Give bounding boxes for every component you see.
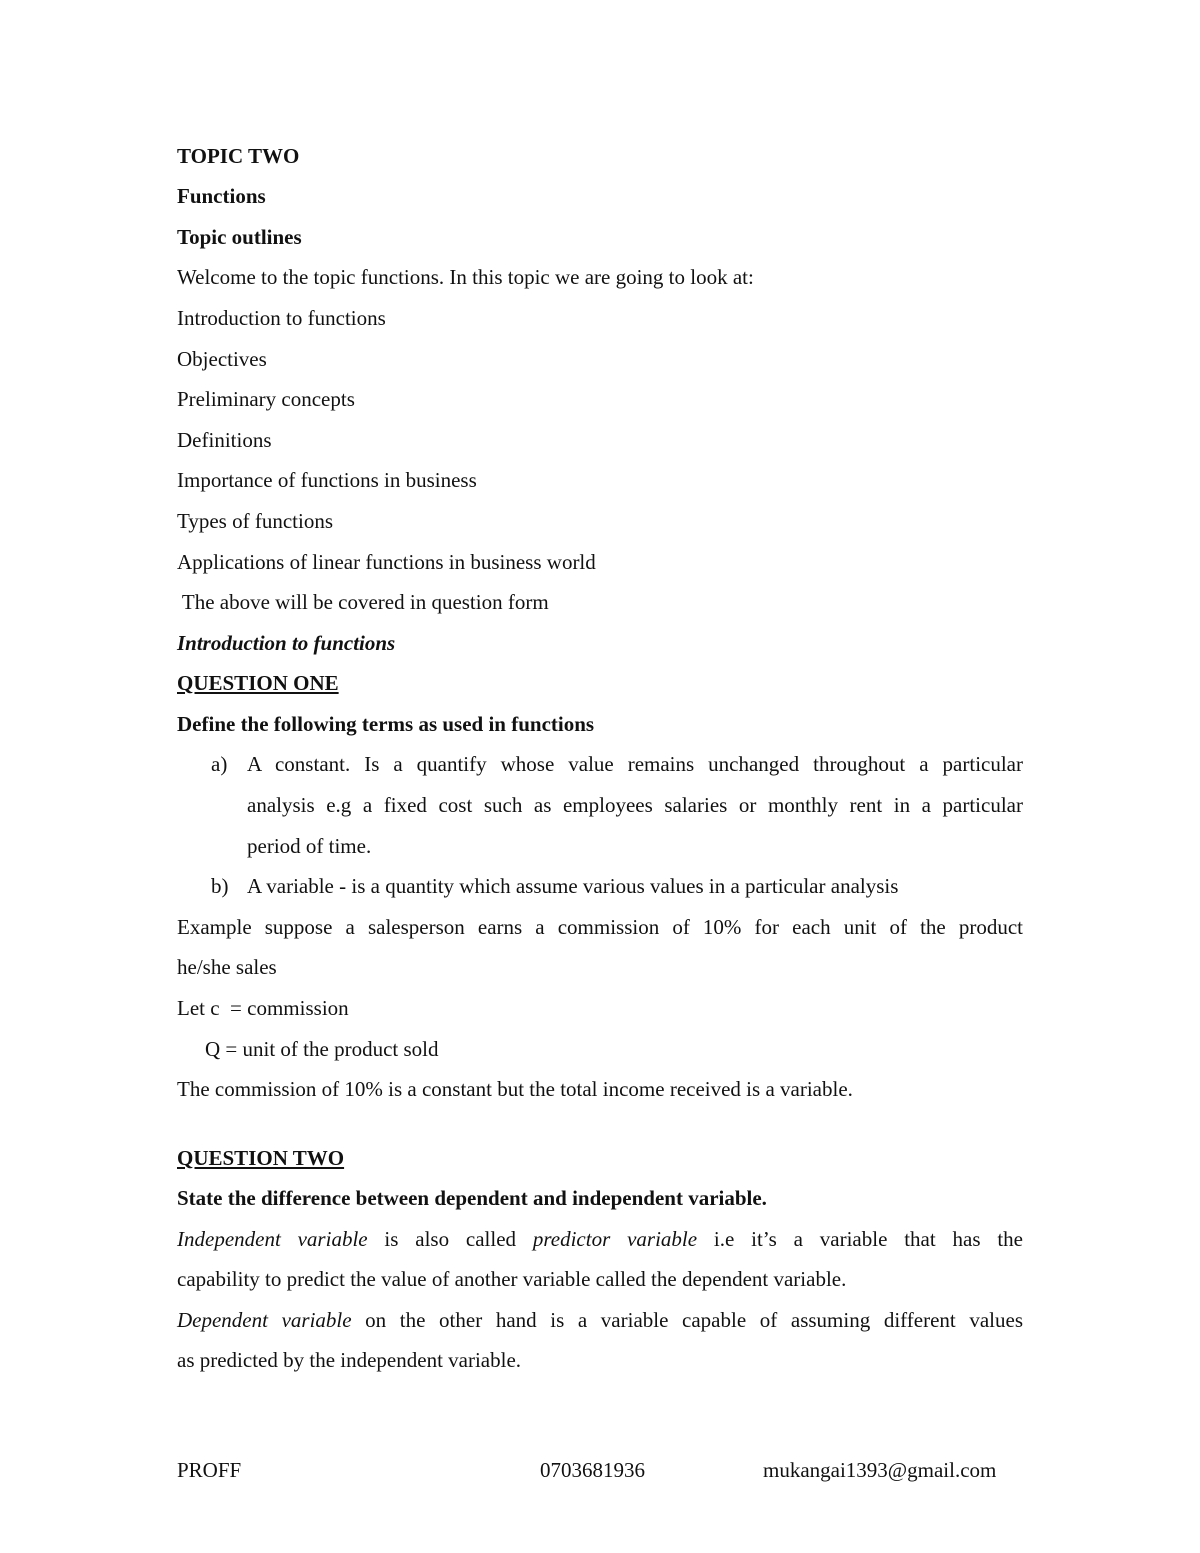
- outline-item: Importance of functions in business: [177, 468, 477, 492]
- outline-item: Definitions: [177, 428, 272, 452]
- dependent-line-2: as predicted by the independent variable.: [177, 1348, 522, 1372]
- dependent-line: [177, 1307, 1023, 1333]
- item-a-line: A constant. Is a quantify whose value remains unchanged throughout a particular: [247, 752, 1023, 776]
- independent-rest: i.e it’s a variable that has the: [697, 1227, 1023, 1251]
- topic-label: TOPIC TWO: [177, 144, 300, 168]
- outline-item: Objectives: [177, 347, 267, 371]
- item-a-line: period of time.: [247, 834, 372, 858]
- item-b-label: b): [211, 874, 229, 898]
- let-q-line: Q = unit of the product sold: [205, 1037, 439, 1061]
- question-one-prompt: Define the following terms as used in functions: [177, 712, 595, 736]
- example-line: Example suppose a salesperson earns a commission of 10% for each unit of the product: [177, 915, 1023, 939]
- topic-title: Functions: [177, 184, 266, 208]
- predictor-term: predictor variable: [532, 1227, 698, 1251]
- item-b-text: A variable - is a quantity which assume various values in a particular analysis: [247, 874, 899, 898]
- question-two-title: QUESTION TWO: [177, 1146, 345, 1170]
- let-c-line: Let c = commission: [177, 996, 349, 1020]
- footer-author: PROFF: [177, 1458, 242, 1482]
- question-two-prompt: State the difference between dependent and independent variable.: [177, 1186, 767, 1210]
- section-heading: Introduction to functions: [177, 631, 396, 655]
- intro-text: Welcome to the topic functions. In this topic we are going to look at:: [177, 265, 754, 289]
- outline-item: Types of functions: [177, 509, 334, 533]
- q1-conclusion: The commission of 10% is a constant but the total income received is a variable.: [177, 1077, 853, 1101]
- outline-note: The above will be covered in question form: [177, 590, 549, 614]
- item-a-label: a): [211, 752, 228, 776]
- outline-item: Applications of linear functions in business world: [177, 550, 596, 574]
- independent-mid: is also called: [367, 1227, 533, 1251]
- item-a-line: analysis e.g a fixed cost such as employees salaries or monthly rent in a particular: [247, 793, 1023, 817]
- dependent-rest: on the other hand is a variable capable of assuming different values: [351, 1308, 1023, 1332]
- question-one-title: QUESTION ONE: [177, 671, 339, 695]
- outlines-heading: Topic outlines: [177, 225, 302, 249]
- footer-phone: 0703681936: [540, 1458, 645, 1482]
- outline-item: Introduction to functions: [177, 306, 386, 330]
- example-line: he/she sales: [177, 955, 277, 979]
- independent-line: [177, 1226, 1023, 1252]
- outline-item: Preliminary concepts: [177, 387, 355, 411]
- independent-term: Independent variable: [177, 1227, 368, 1251]
- independent-line-2: capability to predict the value of another variable called the dependent variable.: [177, 1267, 847, 1291]
- footer-email: mukangai1393@gmail.com: [763, 1458, 997, 1482]
- dependent-term: Dependent variable: [177, 1308, 352, 1332]
